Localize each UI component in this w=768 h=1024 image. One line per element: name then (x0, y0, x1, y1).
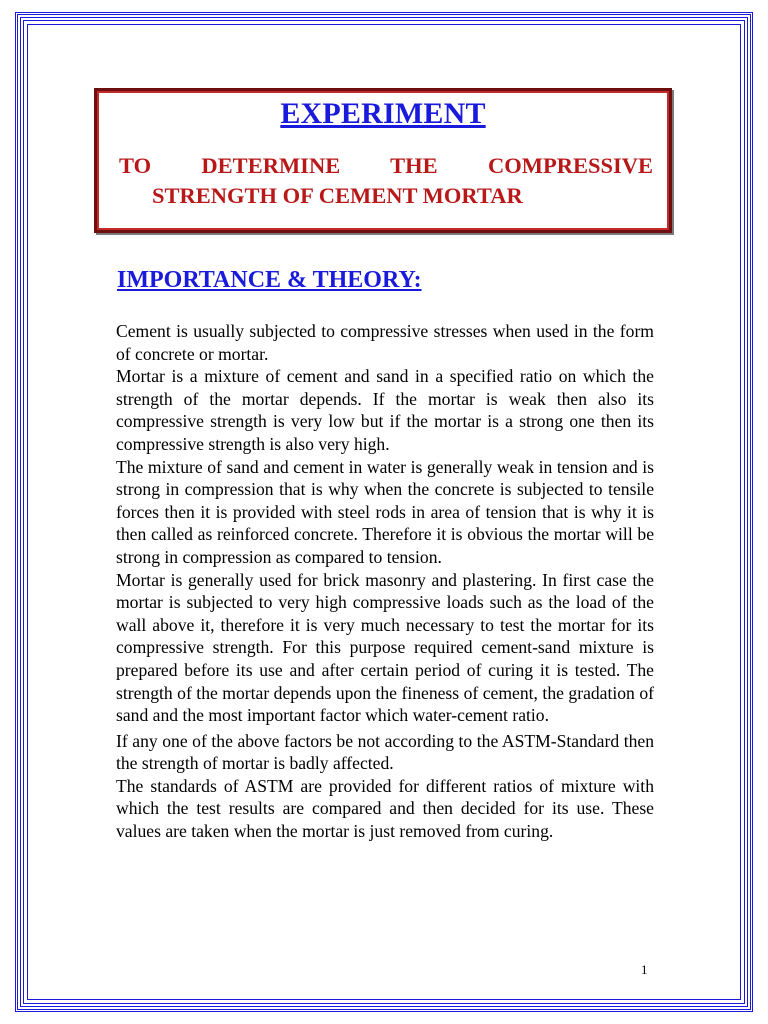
page-number: 1 (641, 962, 648, 977)
experiment-title: EXPERIMENT (280, 97, 486, 130)
paragraph-6: The standards of ASTM are provided for different ratios of mixture with which the test results are compared and then decided for its use. These values are taken when the mortar is just removed from curing. (116, 775, 654, 842)
subtitle-line-1: TO DETERMINE THE COMPRESSIVE (119, 153, 653, 178)
body-text (116, 320, 654, 843)
title-box (94, 88, 672, 233)
paragraph-2: Mortar is a mixture of cement and sand in a specified ratio on which the strength of the mortar depends. If the mortar is weak then also its compressive strength is very low but if the mortar is a strong one then its compressive strength is also very high. (116, 366, 654, 454)
subtitle-line-2: STRENGTH OF CEMENT MORTAR (152, 183, 523, 208)
paragraph-4: Mortar is generally used for brick masonry and plastering. In first case the mortar is subjected to very high compressive loads such as the load of the wall above it, therefore it is very much necessary to test the mortar for its compressive strength. For this purpose required cement-sand mixture is prepared before its use and after certain period of curing it is tested. The strength of the mortar depends upon the fineness of cement, the gradation of sand and the most important factor which water-cement ratio. (116, 569, 654, 726)
paragraph-3: The mixture of sand and cement in water is generally weak in tension and is strong in compression that is why when the concrete is subjected to tensile forces then it is provided with steel rods in area of tension that is why it is then called as reinforced concrete. Therefore it is obvious the mortar will be strong in compression as compared to tension. (116, 456, 654, 567)
section-heading-importance-theory: IMPORTANCE & THEORY: (117, 267, 422, 293)
paragraph-1: Cement is usually subjected to compressive stresses when used in the form of concrete or mortar. (116, 321, 654, 364)
paragraph-5: If any one of the above factors be not according to the ASTM-Standard then the strength of mortar is badly affected. (116, 730, 654, 774)
